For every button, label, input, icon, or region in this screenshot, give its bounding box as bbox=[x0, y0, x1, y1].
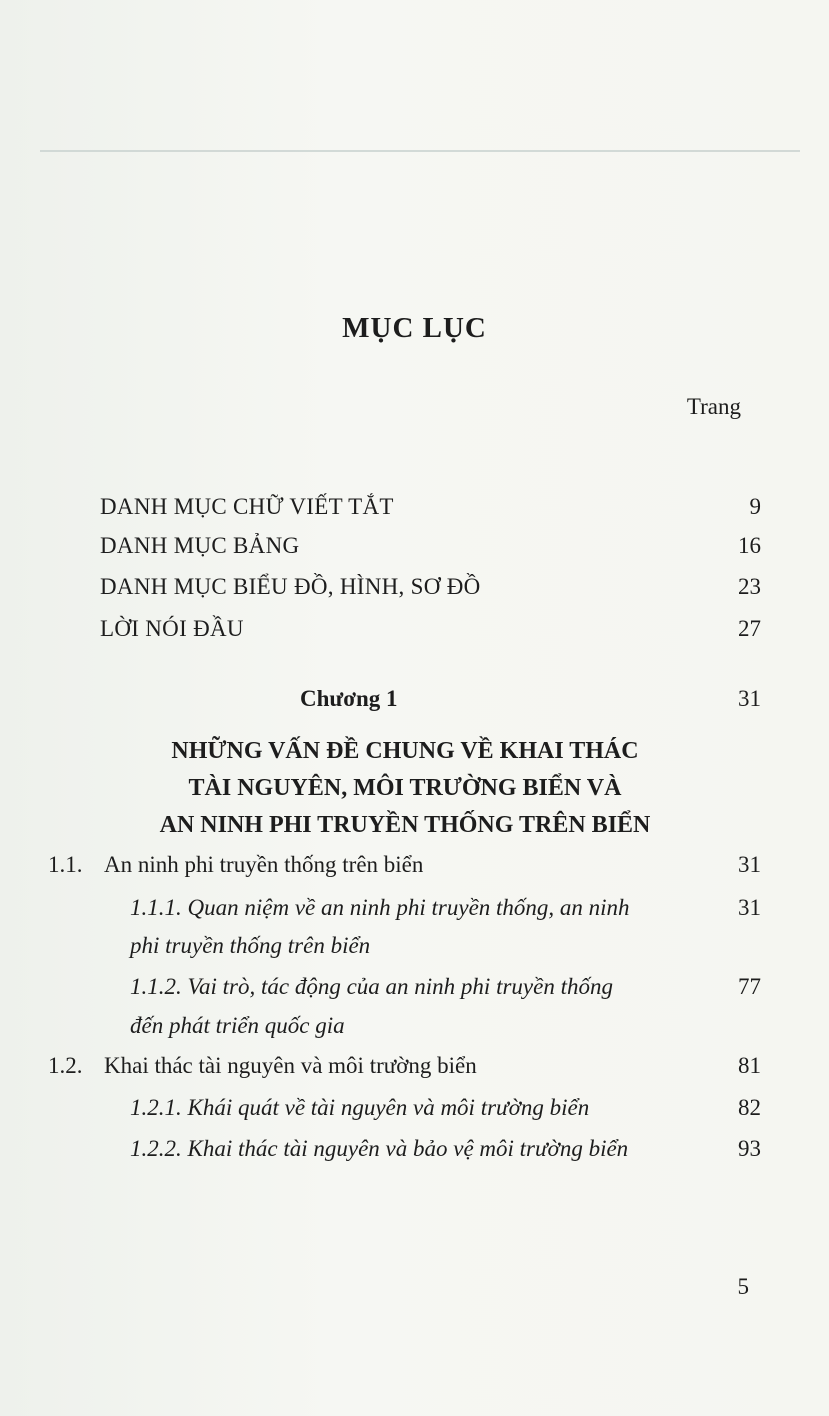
toc-entry bbox=[0, 1091, 829, 1125]
entry-label-continuation: phi truyền thống trên biển bbox=[130, 933, 371, 958]
header-rule bbox=[40, 150, 800, 152]
entry-page: 82 bbox=[738, 1095, 761, 1120]
entry-page: 77 bbox=[738, 974, 761, 999]
entry-page: 16 bbox=[738, 533, 761, 558]
entry-page: 93 bbox=[738, 1136, 761, 1161]
chapter-title-line: TÀI NGUYÊN, MÔI TRƯỜNG BIỂN VÀ bbox=[188, 775, 622, 801]
chapter-title bbox=[0, 733, 760, 844]
toc-entry bbox=[0, 848, 829, 882]
toc-entry bbox=[0, 612, 829, 646]
entry-label: 1.2.2. Khai thác tài nguyên và bảo vệ môi trường biển bbox=[130, 1136, 629, 1161]
entry-label: 1.1.2. Vai trò, tác động của an ninh phi truyền thống bbox=[130, 974, 613, 999]
toc-entry bbox=[0, 570, 829, 604]
entry-page: 9 bbox=[749, 494, 761, 519]
page-column-label: Trang bbox=[686, 394, 741, 419]
entry-number: 1.2. bbox=[48, 1053, 83, 1078]
entry-label-continuation: đến phát triển quốc gia bbox=[130, 1013, 345, 1038]
entry-number: 1.1. bbox=[48, 852, 83, 877]
entry-label: An ninh phi truyền thống trên biển bbox=[104, 852, 424, 877]
entry-label: DANH MỤC CHỮ VIẾT TẮT bbox=[100, 494, 394, 519]
toc-title: MỤC LỤC bbox=[342, 312, 487, 344]
chapter-title-line: NHỮNG VẤN ĐỀ CHUNG VỀ KHAI THÁC bbox=[171, 738, 639, 764]
entry-page: 23 bbox=[738, 574, 761, 599]
toc-entry bbox=[0, 891, 829, 925]
page-number: 5 bbox=[737, 1274, 749, 1299]
entry-label: 1.2.1. Khái quát về tài nguyên và môi trường biển bbox=[130, 1095, 590, 1120]
entry-label: LỜI NÓI ĐẦU bbox=[100, 616, 244, 641]
toc-entry-continuation bbox=[0, 929, 829, 963]
toc-entry bbox=[0, 1132, 829, 1166]
entry-label: 1.1.1. Quan niệm về an ninh phi truyền thống, an ninh bbox=[130, 895, 630, 920]
entry-label: DANH MỤC BẢNG bbox=[100, 533, 300, 558]
entry-label: DANH MỤC BIỂU ĐỒ, HÌNH, SƠ ĐỒ bbox=[100, 574, 481, 599]
toc-entry bbox=[0, 970, 829, 1004]
chapter-title-line: AN NINH PHI TRUYỀN THỐNG TRÊN BIỂN bbox=[159, 812, 651, 838]
chapter-page: 31 bbox=[738, 686, 761, 711]
entry-page: 31 bbox=[738, 852, 761, 877]
toc-entry bbox=[0, 529, 829, 563]
entry-page: 27 bbox=[738, 616, 761, 641]
toc-entry-continuation bbox=[0, 1009, 829, 1043]
entry-label: Khai thác tài nguyên và môi trường biển bbox=[104, 1053, 477, 1078]
toc-entry bbox=[0, 1049, 829, 1083]
toc-entry bbox=[0, 490, 829, 524]
entry-page: 31 bbox=[738, 895, 761, 920]
entry-page: 81 bbox=[738, 1053, 761, 1078]
chapter-label: Chương 1 bbox=[300, 686, 398, 711]
